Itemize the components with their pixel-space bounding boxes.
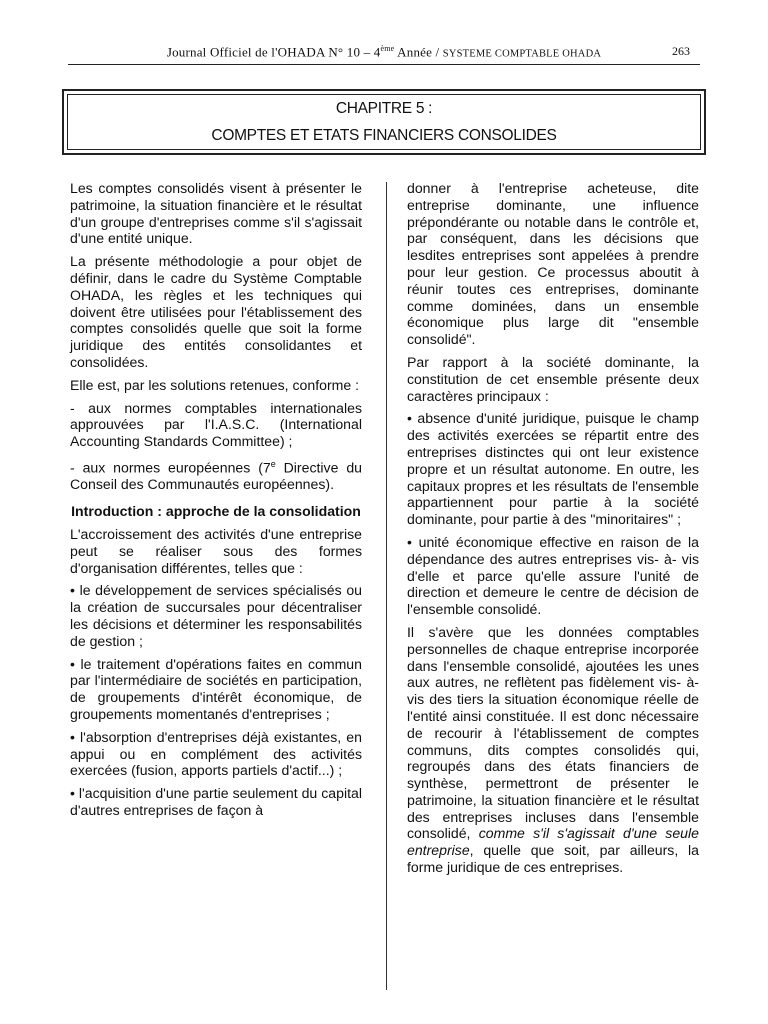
bullet-item: • absence d'unité juridique, puisque le champ des activités exercées se répartit entre des entreprises distinctes qui ont leur existence propre et un résultat autonome. En outre, les capitaux propres et les résultats de l'ensemble appartiennent pour partie à la société dominante, pour partie à des "minoritaires" ; xyxy=(407,410,699,528)
section-heading: Introduction : approche de la consolidation xyxy=(71,503,361,520)
list-item-text: - aux normes européennes (7 xyxy=(70,459,271,476)
list-item: - aux normes comptables internationales approuvées par l'I.A.S.C. (International Accounting Standards Committee) ; xyxy=(70,399,362,450)
paragraph-text: Il s'avère que les données comptables personnelles de chaque entreprise incorporée dans l'ensemble consolidé, ajoutées les unes aux autres, ne reflètent pas fidèlement vis- à- vis des tiers la situation économique réelle de l'entité ainsi constituée. Il est donc nécessaire de recourir à l'établissement de comptes communs, dits comptes consolidés qui, regroupés dans des états financiers de synthèse, permettront de présenter le patrimoine, la situation financière et le résultat des entreprises incluses dans l'ensemble consolidé, xyxy=(407,623,699,842)
chapter-title-inner-frame xyxy=(67,94,701,150)
paragraph xyxy=(407,624,699,876)
bullet-item: • unité économique effective en raison de la dépendance des autres entreprises vis- à- vis d'elle et parce qu'elle assure l'unité de direction et demeure le centre de décision de l'ensemble consolidé. xyxy=(407,534,699,618)
paragraph: Les comptes consolidés visent à présenter le patrimoine, la situation financière et le résultat d'un groupe d'entreprises comme s'il s'agissait d'une entité unique. xyxy=(70,180,362,247)
paragraph: Par rapport à la société dominante, la constitution de cet ensemble présente deux caractères principaux : xyxy=(407,353,699,404)
page-number: 263 xyxy=(672,44,690,58)
header-rule xyxy=(68,64,700,65)
paragraph: L'accroissement des activités d'une entreprise peut se réaliser sous des formes d'organisation différentes, telles que : xyxy=(70,526,362,576)
superscript: e xyxy=(270,458,276,469)
header-sup: ème xyxy=(380,44,395,53)
paragraph: La présente méthodologie a pour objet de définir, dans le cadre du Système Comptable OHADA, les règles et les techniques qui doivent être utilisées pour l'établissement des comptes consolidés quelle que soit la forme juridique des entités consolidantes et consolidées. xyxy=(70,253,362,370)
left-column xyxy=(70,180,362,825)
chapter-title-box xyxy=(62,89,706,155)
bullet-item: • l'absorption d'entreprises déjà existantes, en appui ou en complément des activités exercées (fusion, apports partiels d'actif...) ; xyxy=(70,729,362,779)
paragraph: donner à l'entreprise acheteuse, dite entreprise dominante, une influence prépondérante ou notable dans le contrôle et, par conséquent, dans les décisions que lesdites entreprises sont appelées à prendre pour leur gestion. Ce processus aboutit à réunir toutes ces entreprises, dominante comme dominées, dans un ensemble économique plus large dit "ensemble consolidé". xyxy=(407,180,699,348)
list-item-text: Directive du Conseil des Communautés européennes). xyxy=(70,459,362,493)
running-header xyxy=(68,44,700,60)
italic-emphasis: comme s'il s'agissait d'une seule entreprise xyxy=(407,825,699,859)
column-divider xyxy=(386,182,387,990)
header-annee: Année / xyxy=(394,44,443,60)
paragraph-text: , quelle que soit, par ailleurs, la forme juridique de ces entreprises. xyxy=(407,842,699,876)
bullet-item: • le développement de services spécialisés ou la création de succursales pour décentraliser les décisions et déterminer les responsabilités de gestion ; xyxy=(70,582,362,649)
bullet-item: • le traitement d'opérations faites en commun par l'intermédiaire de sociétés en participation, de groupements d'intérêt économique, de groupements momentanés d'entreprises ; xyxy=(70,656,362,723)
chapter-title: COMPTES ET ETATS FINANCIERS CONSOLIDES xyxy=(211,127,557,144)
list-item xyxy=(70,456,362,493)
header-systeme: SYSTEME COMPTABLE OHADA xyxy=(442,48,602,60)
bullet-item: • l'acquisition d'une partie seulement du capital d'autres entreprises de façon à xyxy=(70,785,362,819)
header-journal: Journal Officiel de l'OHADA N° 10 – 4 xyxy=(166,44,381,60)
right-column xyxy=(407,180,699,882)
paragraph: Elle est, par les solutions retenues, conforme : xyxy=(70,376,360,393)
chapter-number: CHAPITRE 5 : xyxy=(335,100,433,117)
